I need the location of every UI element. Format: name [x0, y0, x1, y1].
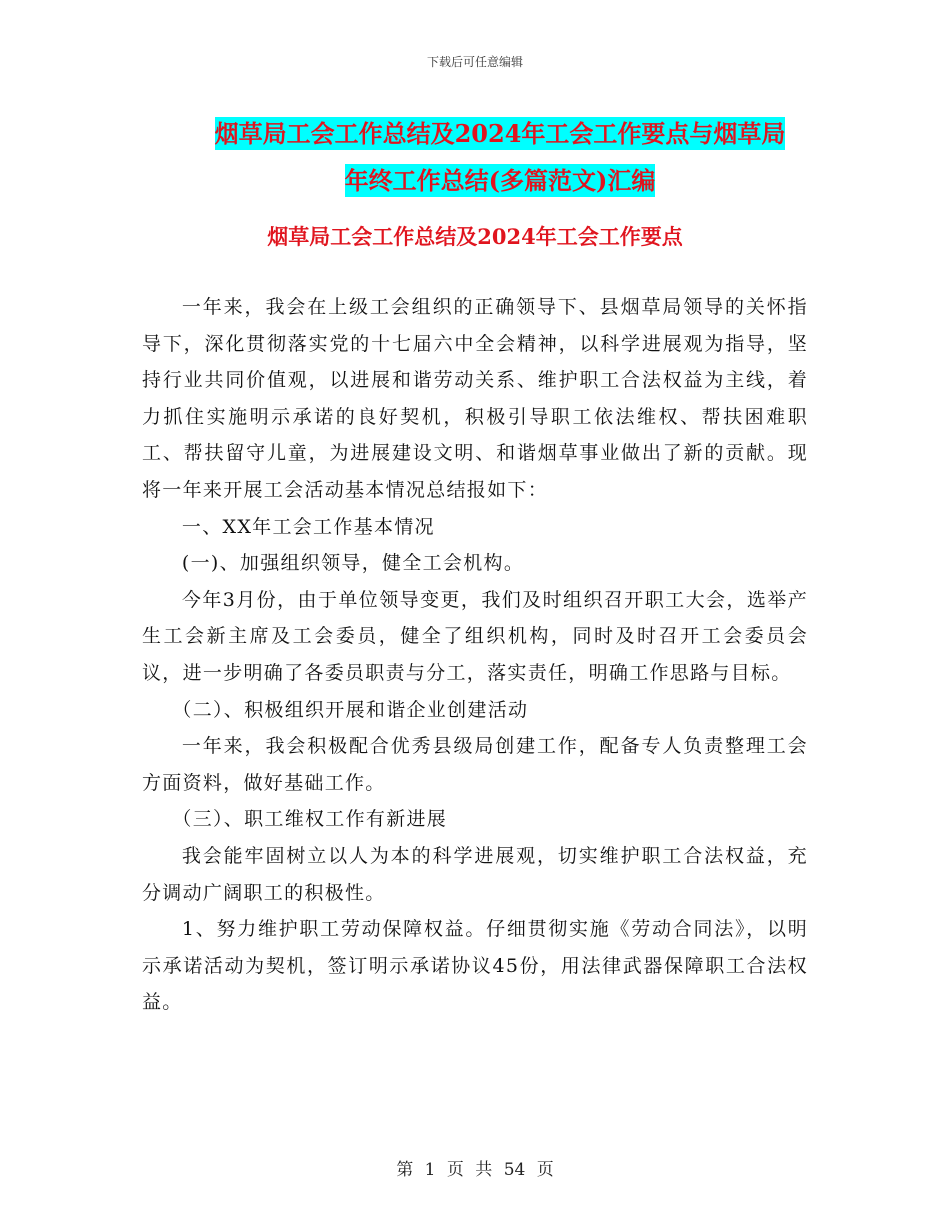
paragraph-rights: 我会能牢固树立以人为本的科学进展观，切实维护职工合法权益，充分调动广阔职工的积极性。 [142, 844, 808, 904]
section-title: 烟草局工会工作总结及2024年工会工作要点 [267, 224, 683, 249]
paragraph-labor-protection: 1、努力维护职工劳动保障权益。仔细贯彻实施《劳动合同法》，以明示承诺活动为契机，签订明示承诺协议45份，用法律武器保障职工合法权益。 [142, 918, 808, 1014]
paragraph-intro: 一年来，我会在上级工会组织的正确领导下、县烟草局领导的关怀指导下，深化贯彻落实党的十七届六中全会精神，以科学进展观为指导，坚持行业共同价值观，以进展和谐劳动关系、维护职工合法权益为主线，着力抓住实施明示承诺的良好契机，积极引导职工依法维权、帮扶困难职工、帮扶留守儿童，为进展建设文明、和谐烟草事业做出了新的贡献。现将一年来开展工会活动基本情况总结报如下： [142, 296, 808, 501]
paragraph-organization: 今年3月份，由于单位领导变更，我们及时组织召开职工大会，选举产生工会新主席及工会委员，健全了组织机构，同时及时召开工会委员会议，进一步明确了各委员职责与分工，落实责任，明确工作思路与目标。 [142, 588, 808, 684]
document-title-line-1: 烟草局工会工作总结及2024年工会工作要点与烟草局 [214, 119, 786, 148]
header-note: 下载后可任意编辑 [426, 55, 523, 69]
paragraph-harmony: 一年来，我会积极配合优秀县级局创建工作，配备专人负责整理工会方面资料，做好基础工作。 [142, 735, 808, 794]
page-number-footer: 第 1 页 共 54 页 [396, 1160, 554, 1180]
document-body [142, 289, 808, 1021]
heading-part-one: 一、XX年工会工作基本情况 [181, 515, 435, 538]
subheading-2: （二）、积极组织开展和谐企业创建活动 [172, 698, 529, 721]
subheading-3: （三）、职工维权工作有新进展 [172, 808, 448, 831]
subheading-1: (一)、加强组织领导，健全工会机构。 [181, 552, 525, 575]
document-title [140, 110, 860, 204]
document-title-line-2: 年终工作总结(多篇范文)汇编 [344, 166, 656, 195]
